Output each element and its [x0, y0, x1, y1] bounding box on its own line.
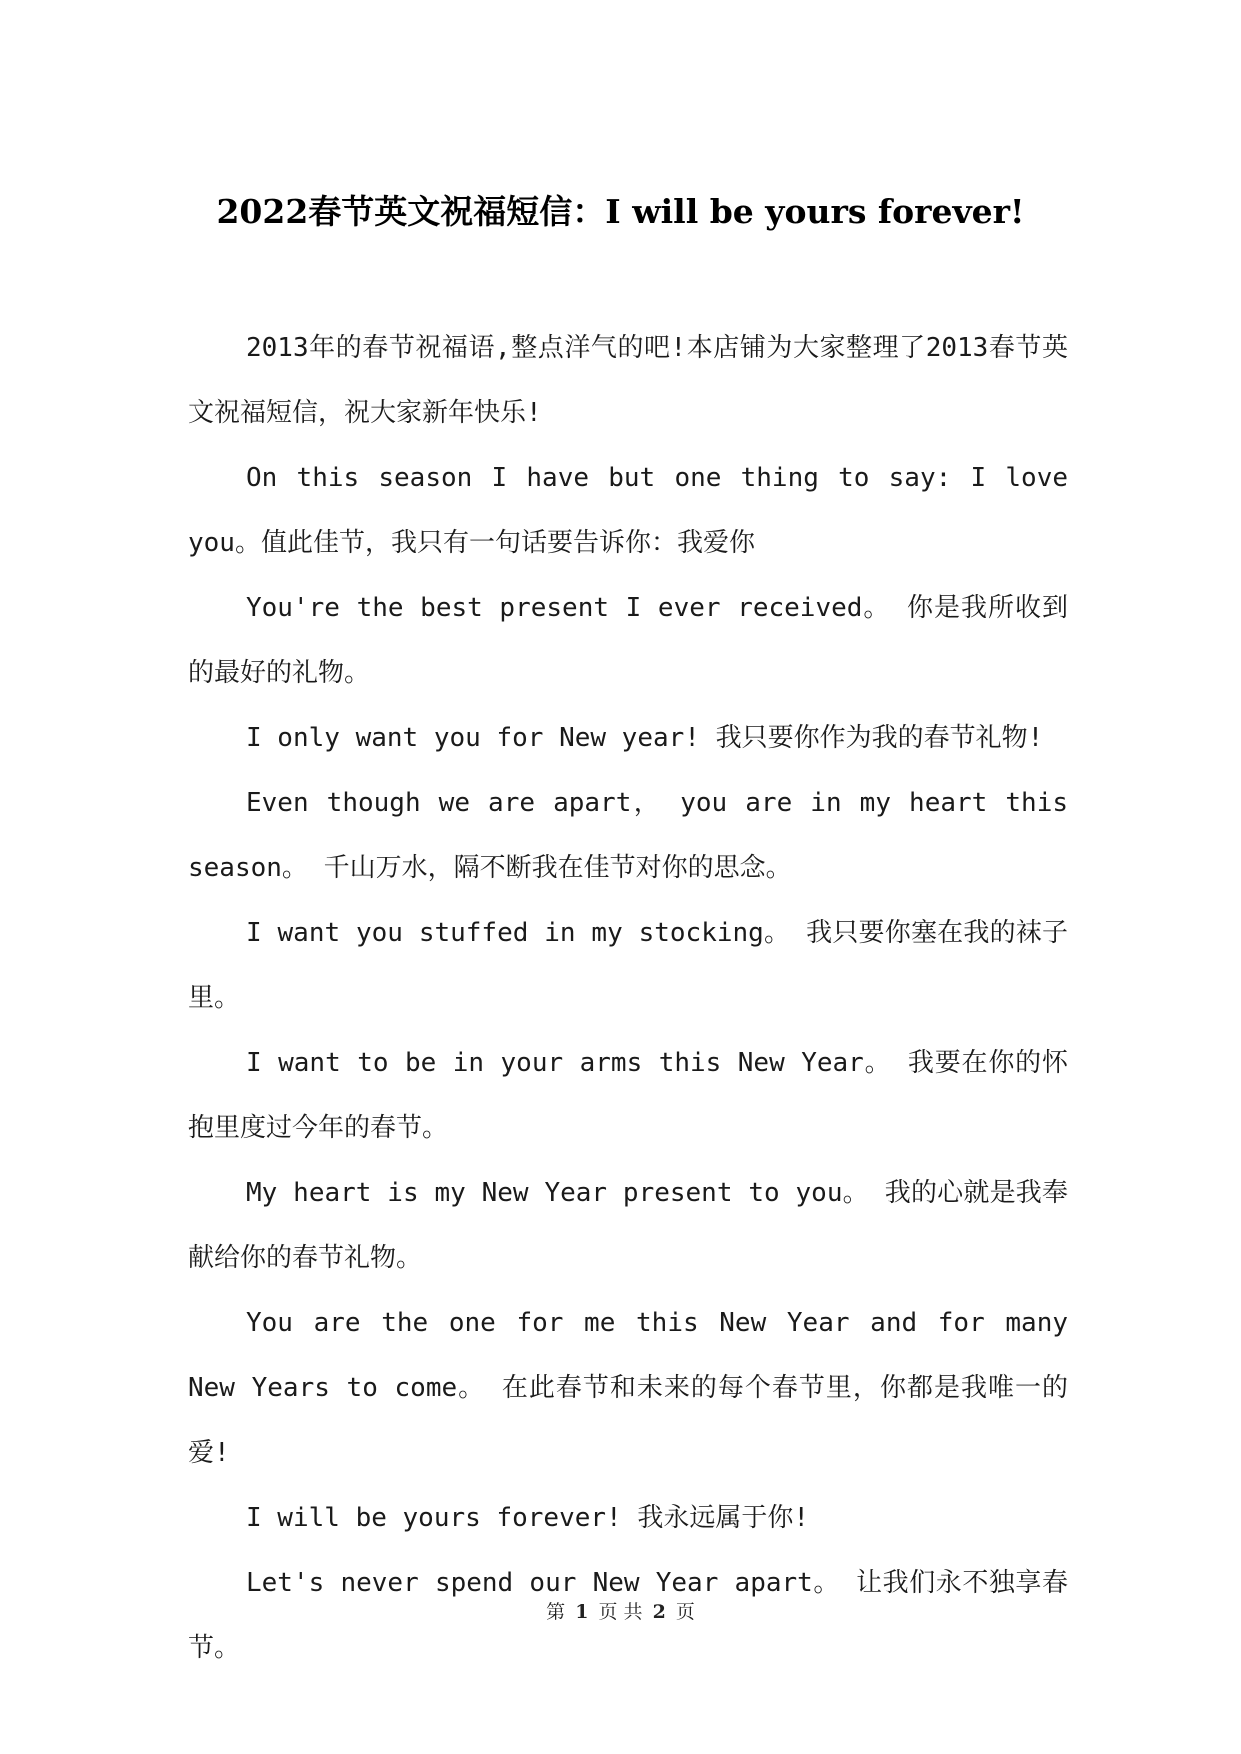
paragraph: I want to be in your arms this New Year。 我要在你的怀抱里度过今年的春节。 [188, 1048, 1068, 1143]
document-body [188, 316, 1068, 1681]
footer-suffix: 页 [675, 1601, 695, 1623]
page-title: 2022春节英文祝福短信：I will be yours forever! [216, 192, 1025, 231]
paragraph: You are the one for me this New Year and for many New Years to come。 在此春节和未来的每个春节里，你都是我唯一的爱! [188, 1308, 1068, 1468]
footer-middle: 页 共 [598, 1601, 643, 1623]
footer-prefix: 第 [546, 1601, 566, 1623]
total-pages-number: 2 [652, 1601, 666, 1623]
current-page-number: 1 [575, 1601, 589, 1623]
paragraph: On this season I have but one thing to say: I love you。值此佳节，我只有一句话要告诉你：我爱你 [188, 463, 1068, 558]
paragraph: I want you stuffed in my stocking。 我只要你塞在我的袜子里。 [188, 918, 1068, 1013]
paragraph: Even though we are apart， you are in my heart this season。 千山万水，隔不断我在佳节对你的思念。 [188, 788, 1068, 883]
paragraph: My heart is my New Year present to you。 我的心就是我奉献给你的春节礼物。 [188, 1178, 1068, 1273]
paragraph: Let's never spend our New Year apart。 让我们永不独享春节。 [188, 1568, 1068, 1663]
paragraph: I only want you for New year! 我只要你作为我的春节礼物! [246, 723, 1044, 753]
page-footer [0, 1600, 1241, 1624]
paragraph: You're the best present I ever received。 你是我所收到的最好的礼物。 [188, 593, 1068, 688]
paragraph: 2013年的春节祝福语,整点洋气的吧!本店铺为大家整理了2013春节英文祝福短信，祝大家新年快乐! [188, 333, 1068, 428]
paragraph: I will be yours forever! 我永远属于你! [246, 1503, 809, 1533]
